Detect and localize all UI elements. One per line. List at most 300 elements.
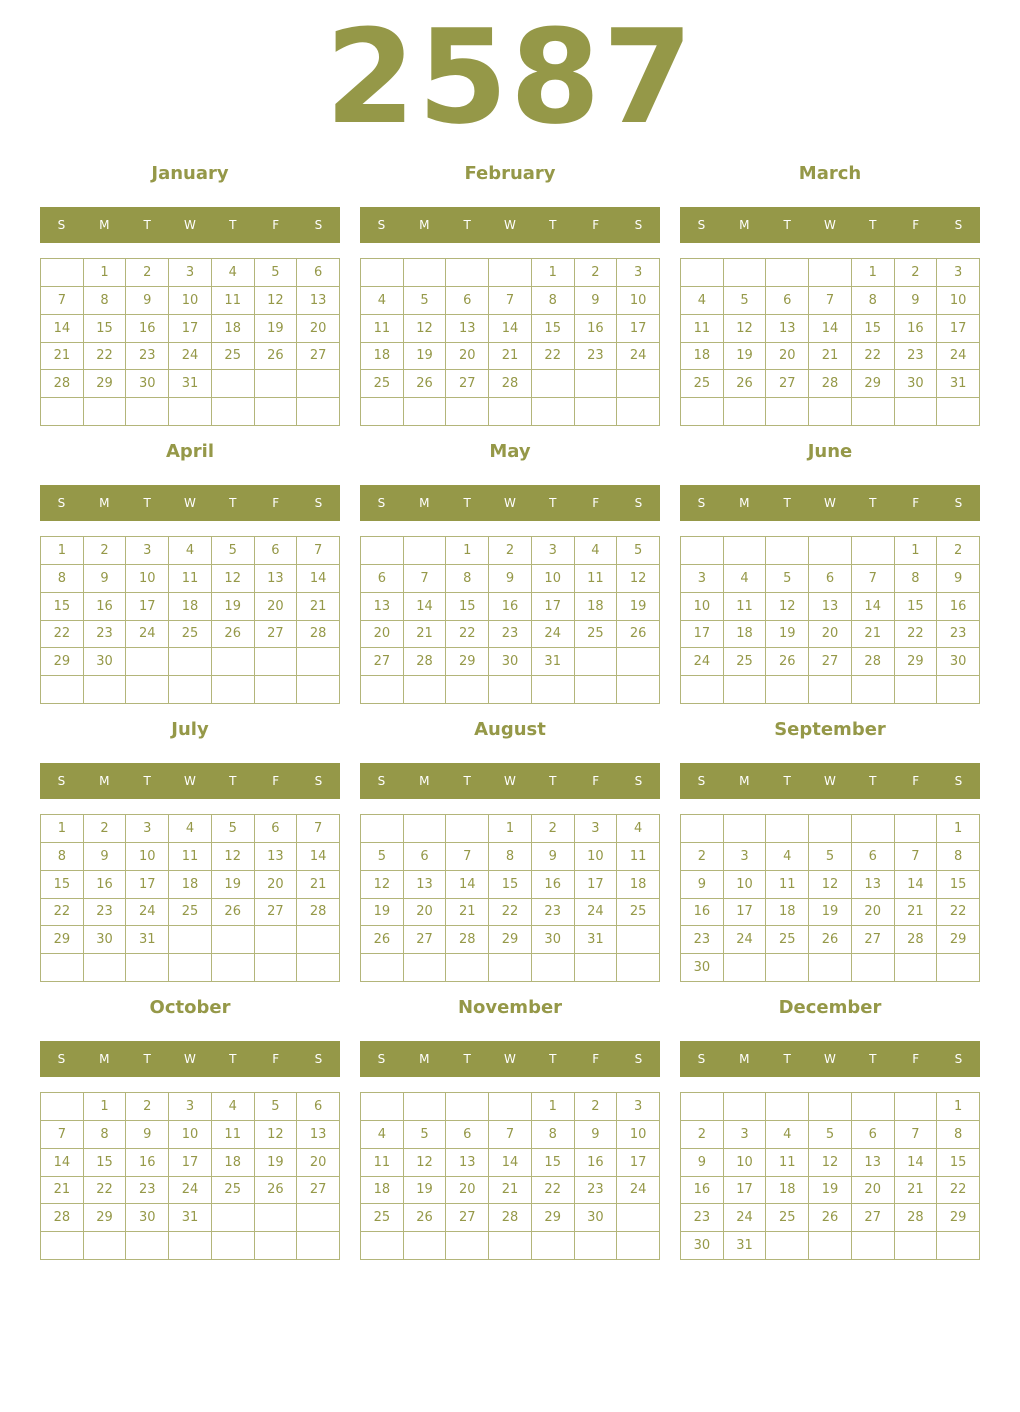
day-cell: 25 [212,343,255,371]
day-cell: 30 [84,926,127,954]
empty-cell [724,537,767,565]
day-cell: 18 [361,1177,404,1205]
day-cell: 4 [724,565,767,593]
day-grid [40,536,340,704]
day-cell: 20 [852,899,895,927]
weekday-label: T [869,774,877,788]
day-cell: 13 [446,315,489,343]
day-cell: 4 [575,537,618,565]
day-cell: 9 [84,565,127,593]
day-cell: 23 [575,1177,618,1205]
day-cell: 27 [361,648,404,676]
day-cell: 22 [532,1177,575,1205]
day-cell: 23 [937,621,980,649]
weekday-label: S [954,1052,963,1066]
weekday-label: T [143,774,151,788]
day-cell: 6 [255,537,298,565]
day-cell: 20 [361,621,404,649]
empty-cell [126,954,169,982]
day-cell: 3 [681,565,724,593]
day-cell: 25 [724,648,767,676]
empty-cell [255,676,298,704]
weekday-label: S [377,1052,386,1066]
empty-cell [446,1093,489,1121]
day-cell: 20 [297,315,340,343]
weekday-label: S [954,496,963,510]
empty-cell [766,1232,809,1260]
day-cell: 31 [937,370,980,398]
day-cell: 1 [852,259,895,287]
weekday-label: T [229,218,237,232]
day-grid [40,1092,340,1260]
day-cell: 12 [724,315,767,343]
empty-cell [809,1093,852,1121]
empty-cell [169,1232,212,1260]
day-cell: 14 [297,843,340,871]
empty-cell [404,1093,447,1121]
weekday-label: T [463,1052,471,1066]
day-cell: 4 [617,815,660,843]
day-cell: 30 [681,954,724,982]
day-cell: 1 [41,815,84,843]
day-cell: 26 [809,926,852,954]
month-name: September [774,719,886,740]
day-cell: 7 [489,1121,532,1149]
day-grid [360,258,660,426]
day-cell: 3 [126,537,169,565]
weekday-label: M [99,218,110,232]
day-cell: 10 [126,565,169,593]
weekday-label: F [912,1052,920,1066]
weekday-label: S [57,1052,66,1066]
day-cell: 9 [84,843,127,871]
day-cell: 12 [212,843,255,871]
month-name: January [151,163,229,184]
day-cell: 7 [852,565,895,593]
empty-cell [212,676,255,704]
day-cell: 19 [617,593,660,621]
day-cell: 15 [41,593,84,621]
empty-cell [937,676,980,704]
empty-cell [255,926,298,954]
day-cell: 17 [724,899,767,927]
weekday-label: F [912,496,920,510]
weekday-label: W [824,496,836,510]
day-cell: 15 [489,871,532,899]
day-cell: 28 [895,926,938,954]
weekday-header [360,207,660,243]
weekday-label: T [783,774,791,788]
day-cell: 11 [361,1149,404,1177]
weekday-label: F [272,218,280,232]
day-cell: 10 [126,843,169,871]
day-cell: 14 [41,1149,84,1177]
day-cell: 4 [766,1121,809,1149]
day-cell: 2 [126,259,169,287]
month-name: March [798,163,862,184]
empty-cell [681,815,724,843]
day-cell: 15 [532,1149,575,1177]
day-cell: 8 [532,287,575,315]
day-cell: 30 [895,370,938,398]
day-cell: 24 [681,648,724,676]
empty-cell [404,954,447,982]
day-cell: 28 [489,370,532,398]
empty-cell [126,1232,169,1260]
day-cell: 16 [489,593,532,621]
day-cell: 19 [255,1149,298,1177]
day-cell: 8 [937,843,980,871]
day-cell: 24 [617,343,660,371]
day-cell: 21 [297,593,340,621]
weekday-label: M [99,496,110,510]
day-cell: 4 [212,1093,255,1121]
day-cell: 5 [809,843,852,871]
day-cell: 27 [255,621,298,649]
day-cell: 21 [489,1177,532,1205]
day-cell: 5 [255,1093,298,1121]
day-cell: 10 [724,871,767,899]
day-cell: 5 [766,565,809,593]
day-cell: 14 [404,593,447,621]
day-cell: 31 [169,370,212,398]
weekday-label: W [824,1052,836,1066]
day-cell: 12 [766,593,809,621]
day-cell: 15 [937,1149,980,1177]
weekday-label: F [272,774,280,788]
empty-cell [212,648,255,676]
weekday-label: S [634,774,643,788]
day-cell: 4 [681,287,724,315]
day-cell: 29 [895,648,938,676]
day-cell: 28 [446,926,489,954]
day-cell: 16 [937,593,980,621]
empty-cell [404,1232,447,1260]
empty-cell [766,1093,809,1121]
weekday-label: T [143,1052,151,1066]
weekday-header [680,485,980,521]
day-cell: 13 [404,871,447,899]
day-cell: 12 [809,871,852,899]
day-cell: 7 [404,565,447,593]
weekday-label: F [592,218,600,232]
empty-cell [766,676,809,704]
day-cell: 19 [361,899,404,927]
day-cell: 3 [169,1093,212,1121]
day-cell: 24 [575,899,618,927]
day-cell: 11 [212,1121,255,1149]
day-cell: 8 [937,1121,980,1149]
day-cell: 9 [895,287,938,315]
day-cell: 27 [404,926,447,954]
day-cell: 18 [724,621,767,649]
day-cell: 5 [404,1121,447,1149]
day-cell: 13 [361,593,404,621]
day-cell: 10 [617,287,660,315]
day-cell: 27 [809,648,852,676]
day-cell: 13 [297,1121,340,1149]
day-cell: 10 [681,593,724,621]
empty-cell [297,1204,340,1232]
empty-cell [212,398,255,426]
day-cell: 2 [895,259,938,287]
day-cell: 29 [41,648,84,676]
day-cell: 14 [41,315,84,343]
day-cell: 7 [41,1121,84,1149]
day-cell: 2 [532,815,575,843]
empty-cell [361,954,404,982]
month-name: February [464,163,556,184]
day-cell: 27 [446,1204,489,1232]
empty-cell [255,1204,298,1232]
day-cell: 22 [895,621,938,649]
empty-cell [361,1093,404,1121]
empty-cell [852,537,895,565]
day-cell: 18 [766,1177,809,1205]
day-cell: 18 [169,871,212,899]
empty-cell [361,398,404,426]
day-cell: 24 [169,1177,212,1205]
day-cell: 12 [617,565,660,593]
day-cell: 13 [809,593,852,621]
day-cell: 10 [724,1149,767,1177]
day-cell: 2 [575,259,618,287]
weekday-label: T [143,496,151,510]
weekday-label: T [869,496,877,510]
day-cell: 25 [361,1204,404,1232]
day-cell: 9 [937,565,980,593]
day-cell: 8 [895,565,938,593]
day-cell: 23 [489,621,532,649]
day-cell: 31 [724,1232,767,1260]
day-cell: 29 [852,370,895,398]
day-cell: 6 [297,259,340,287]
empty-cell [212,1204,255,1232]
day-cell: 19 [212,871,255,899]
weekday-label: S [697,774,706,788]
empty-cell [361,1232,404,1260]
weekday-label: F [592,774,600,788]
empty-cell [937,1232,980,1260]
day-cell: 17 [532,593,575,621]
empty-cell [895,954,938,982]
day-cell: 25 [766,1204,809,1232]
day-cell: 12 [404,315,447,343]
weekday-label: T [463,774,471,788]
day-cell: 15 [84,315,127,343]
weekday-label: T [783,1052,791,1066]
day-cell: 16 [532,871,575,899]
day-cell: 16 [681,899,724,927]
empty-cell [212,370,255,398]
weekday-label: S [57,774,66,788]
day-cell: 23 [895,343,938,371]
empty-cell [617,648,660,676]
day-cell: 14 [895,871,938,899]
day-cell: 28 [297,899,340,927]
day-cell: 28 [41,370,84,398]
day-cell: 16 [126,315,169,343]
day-cell: 9 [575,287,618,315]
weekday-label: S [954,218,963,232]
empty-cell [724,815,767,843]
day-cell: 31 [126,926,169,954]
weekday-label: T [549,496,557,510]
empty-cell [895,1093,938,1121]
day-cell: 8 [41,843,84,871]
day-cell: 2 [126,1093,169,1121]
day-cell: 19 [724,343,767,371]
day-cell: 11 [766,1149,809,1177]
empty-cell [724,1093,767,1121]
day-cell: 5 [617,537,660,565]
weekday-label: T [229,774,237,788]
weekday-header [360,763,660,799]
day-cell: 17 [126,593,169,621]
day-cell: 23 [126,343,169,371]
empty-cell [404,676,447,704]
day-cell: 29 [489,926,532,954]
weekday-label: W [824,218,836,232]
day-cell: 23 [575,343,618,371]
empty-cell [766,398,809,426]
day-cell: 13 [852,871,895,899]
day-cell: 21 [809,343,852,371]
day-cell: 29 [84,370,127,398]
day-cell: 30 [126,1204,169,1232]
day-cell: 11 [169,843,212,871]
day-cell: 23 [84,621,127,649]
day-cell: 24 [724,1204,767,1232]
day-cell: 21 [41,1177,84,1205]
day-cell: 28 [404,648,447,676]
day-cell: 9 [126,1121,169,1149]
empty-cell [255,648,298,676]
day-cell: 10 [617,1121,660,1149]
empty-cell [212,926,255,954]
empty-cell [489,259,532,287]
day-cell: 7 [297,815,340,843]
empty-cell [575,954,618,982]
day-cell: 21 [489,343,532,371]
weekday-label: W [504,1052,516,1066]
empty-cell [41,259,84,287]
empty-cell [212,954,255,982]
day-cell: 11 [169,565,212,593]
weekday-label: M [739,1052,750,1066]
day-cell: 25 [212,1177,255,1205]
weekday-label: T [143,218,151,232]
empty-cell [617,1204,660,1232]
day-cell: 2 [84,815,127,843]
weekday-label: T [463,496,471,510]
month-name: July [171,719,209,740]
day-cell: 3 [126,815,169,843]
weekday-label: S [377,774,386,788]
day-cell: 21 [446,899,489,927]
day-cell: 8 [84,287,127,315]
empty-cell [532,1232,575,1260]
day-cell: 1 [532,259,575,287]
day-cell: 14 [489,1149,532,1177]
day-cell: 5 [255,259,298,287]
day-cell: 19 [404,343,447,371]
day-cell: 8 [489,843,532,871]
day-cell: 5 [212,815,255,843]
empty-cell [446,815,489,843]
day-cell: 19 [404,1177,447,1205]
day-cell: 25 [766,926,809,954]
weekday-label: T [783,496,791,510]
weekday-header [680,1041,980,1077]
day-cell: 9 [489,565,532,593]
day-cell: 26 [255,343,298,371]
weekday-label: M [99,1052,110,1066]
day-cell: 20 [852,1177,895,1205]
day-cell: 22 [84,1177,127,1205]
empty-cell [532,676,575,704]
day-cell: 2 [84,537,127,565]
day-cell: 9 [681,1149,724,1177]
weekday-label: F [912,218,920,232]
day-cell: 5 [212,537,255,565]
empty-cell [446,1232,489,1260]
weekday-label: W [184,496,196,510]
day-cell: 20 [255,593,298,621]
empty-cell [809,398,852,426]
weekday-label: S [954,774,963,788]
day-cell: 12 [404,1149,447,1177]
day-cell: 2 [489,537,532,565]
weekday-label: T [869,218,877,232]
month-name: June [807,441,853,462]
day-grid [360,1092,660,1260]
weekday-label: M [739,218,750,232]
empty-cell [809,954,852,982]
weekday-label: W [504,774,516,788]
weekday-label: F [592,1052,600,1066]
day-cell: 7 [809,287,852,315]
empty-cell [895,815,938,843]
day-cell: 13 [255,565,298,593]
day-cell: 7 [895,1121,938,1149]
empty-cell [681,398,724,426]
empty-cell [361,537,404,565]
day-cell: 9 [532,843,575,871]
empty-cell [724,954,767,982]
empty-cell [809,537,852,565]
empty-cell [895,398,938,426]
empty-cell [766,954,809,982]
day-grid [40,814,340,982]
weekday-label: S [377,496,386,510]
day-cell: 22 [41,621,84,649]
empty-cell [766,537,809,565]
day-cell: 6 [446,1121,489,1149]
weekday-label: S [314,496,323,510]
day-cell: 14 [489,315,532,343]
empty-cell [84,676,127,704]
weekday-label: F [912,774,920,788]
weekday-label: M [419,218,430,232]
day-cell: 21 [404,621,447,649]
day-cell: 21 [297,871,340,899]
empty-cell [84,1232,127,1260]
weekday-label: S [314,774,323,788]
empty-cell [297,926,340,954]
day-cell: 26 [361,926,404,954]
weekday-header [40,763,340,799]
